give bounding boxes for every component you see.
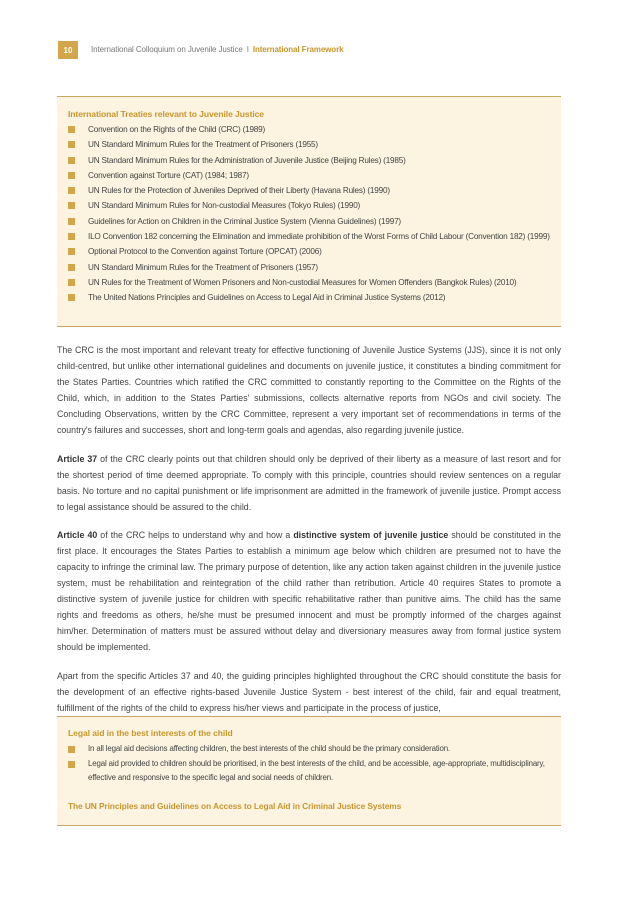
list-item [68,229,553,244]
list-item [68,244,553,259]
square-bullet-icon [68,294,75,301]
article-40-label: Article 40 [57,530,98,540]
treaties-list [68,122,553,306]
article-37-text: of the CRC clearly points out that children should only be deprived of their liberty as a measure of last resort and for the shortest period of time deemed appropriate. To comply with this principle, countries should review sentences on a regular basis. No torture and no capital punishment or life imprisonment are admitted in the framework of juvenile justice. Prompt access to legal assistance should be assured to the child. [57,453,562,512]
legal-aid-box [57,716,561,826]
list-item-text: UN Standard Minimum Rules for the Administration of Juvenile Justice (Beijing Rules) (1985) [88,155,406,165]
treaties-box-title: International Treaties relevant to Juvenile Justice [68,109,264,119]
list-item-text: Guidelines for Action on Children in the Criminal Justice System (Vienna Guidelines) (1997) [88,216,401,226]
list-item-text: Convention against Torture (CAT) (1984; 1987) [88,170,249,180]
list-item-text: The United Nations Principles and Guidelines on Access to Legal Aid in Criminal Justice Systems (2012) [88,293,446,303]
list-item-text: UN Rules for the Treatment of Women Prisoners and Non-custodial Measures for Women Offenders (Bangkok Rules) (2010) [88,277,517,287]
list-item [68,742,548,757]
square-bullet-icon [68,172,75,179]
list-item [68,260,553,275]
square-bullet-icon [68,141,75,148]
square-bullet-icon [68,218,75,225]
list-item-text: In all legal aid decisions affecting children, the best interests of the child should be the primary consideration. [88,744,451,753]
square-bullet-icon [68,233,75,240]
treaties-box [57,96,561,327]
square-bullet-icon [68,202,75,209]
square-bullet-icon [68,157,75,164]
paragraph-guiding-principles: Apart from the specific Articles 37 and 40, the guiding principles highlighted throughout the CRC should constitute the basis for the development of an effective rights-based Juvenile Justice System - best interest of the child, fair and equal treatment, fulfillment of the rights of the child to express his/her views and participate in the process of justice, [57,670,561,713]
article-37-label: Article 37 [57,453,98,464]
list-item-text: Legal aid provided to children should be prioritised, in the best interests of the child, and be accessible, age-appropriate, multidisciplinary, effective and responsive to the specific legal and social needs of children. [88,758,545,782]
article-40-text-b: should be constituted in the first place. It encourages the States Parties to establish a minimum age below which children are presumed not to have the capacity to infringe the criminal law. The primary purpose of detention, like any action taken against children in the juvenile justice system, must be rehabilitation and reintegration of the child rather than retribution. Article 40 requires States to promote a distinctive system of juvenile justice for children with specific rehabilitative rather than punitive aims. The child has the same rights and freedoms as others, he/she must be presumed innocent and must be promptly informed of the charges against him/her. Determination of matters must be assured without delay and diversionary measures away from formal justice system should be implemented. [57,530,561,652]
header-separator: I [246,45,249,54]
header-section: International Framework [252,45,344,54]
legal-aid-source: The UN Principles and Guidelines on Access to Legal Aid in Criminal Justice Systems [68,801,402,811]
list-item-text: UN Rules for the Protection of Juveniles Deprived of their Liberty (Havana Rules) (1990) [88,186,390,196]
legal-aid-list [68,742,548,786]
list-item-text: Convention on the Rights of the Child (CRC) (1989) [88,125,266,134]
list-item [68,137,553,152]
list-item [68,168,553,183]
list-item [68,757,548,786]
list-item [68,153,553,168]
paragraph-article-37 [57,451,561,515]
list-item [68,183,553,198]
square-bullet-icon [68,248,75,255]
list-item [68,290,553,305]
page-number-badge: 10 [58,41,78,59]
body-text [57,342,561,728]
running-header [91,45,343,54]
square-bullet-icon [68,279,75,286]
paragraph-article-40 [57,527,561,655]
distinctive-system-emphasis: distinctive system of juvenile justice [293,530,449,540]
paragraph-crc: The CRC is the most important and relevant treaty for effective functioning of Juvenile Justice Systems (JJS), since it is not only child-centred, but unlike other international guidelines and documents on juvenile justice, it constitutes a binding commitment for the States Parties. Countries which ratified the CRC committed to constantly reporting to the Committee on the Rights of the Child, which, in addition to the States Parties' submissions, collects alternative reports from NGOs and civil society. The Concluding Observations, written by the CRC Committee, represent a very important set of recommendations in terms of the country's failures and successes, short and long-term goals and agendas, also regarding juvenile justice. [57,345,561,435]
list-item [68,214,553,229]
square-bullet-icon [68,187,75,194]
square-bullet-icon [68,761,75,768]
article-40-text-a: of the CRC helps to understand why and how a [97,530,294,540]
square-bullet-icon [68,746,75,753]
list-item [68,122,553,137]
list-item-text: UN Standard Minimum Rules for Non-custodial Measures (Tokyo Rules) (1990) [88,201,361,211]
list-item-text: UN Standard Minimum Rules for the Treatment of Prisoners (1957) [88,262,318,272]
list-item [68,275,553,290]
header-title: International Colloquium on Juvenile Justice [91,45,243,54]
list-item-text: Optional Protocol to the Convention against Torture (OPCAT) (2006) [88,247,322,257]
list-item-text: UN Standard Minimum Rules for the Treatment of Prisoners (1955) [88,140,318,150]
list-item-text: ILO Convention 182 concerning the Elimination and immediate prohibition of the Worst Forms of Child Labour (Convention 182) (1999) [88,232,550,242]
legal-aid-box-title: Legal aid in the best interests of the child [68,728,233,738]
square-bullet-icon [68,264,75,271]
square-bullet-icon [68,126,75,133]
list-item [68,198,553,213]
